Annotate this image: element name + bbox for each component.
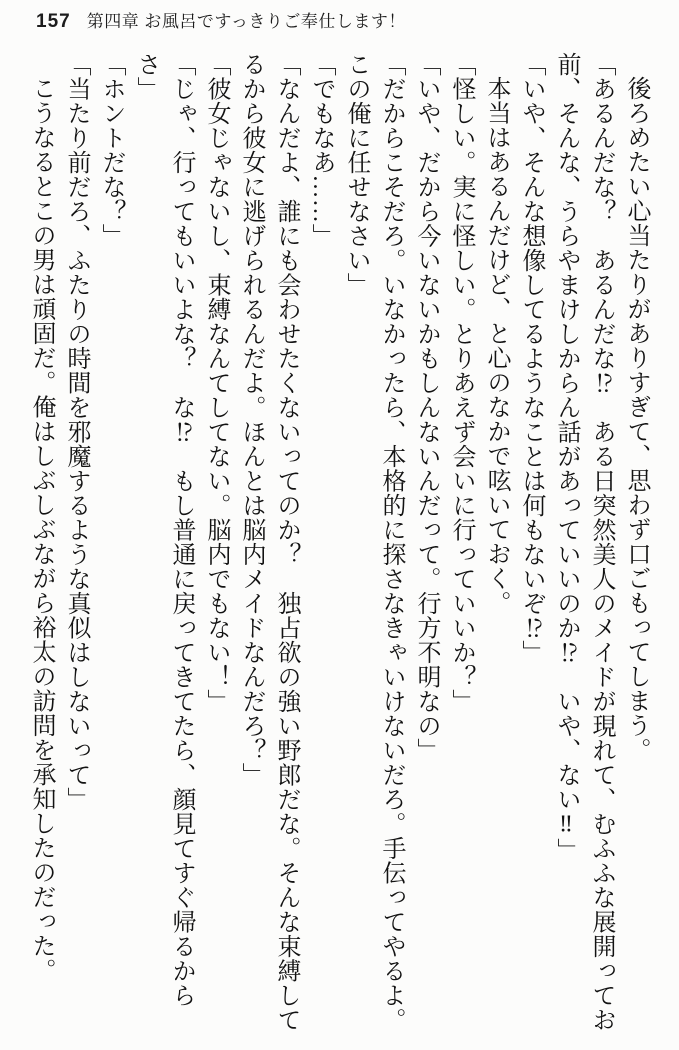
paragraph: 「だからこそだろ。いなかったら、本格的に探さなきゃいけないだろ。手伝ってやるよ。この俺に任せなさい」 bbox=[343, 52, 404, 1032]
paragraph: 「あるんだな？ あるんだな⁉ ある日突然美人のメイドが現れて、むふふな展開ってお前、そんな、うらやまけしからん話があっていいのか⁉ いや、ない‼」 bbox=[553, 52, 614, 1032]
paragraph: 「じゃ、行ってもいいよな？ な⁉ もし普通に戻ってきてたら、顔見てすぐ帰るからさ」 bbox=[133, 52, 194, 1008]
paragraph: 「彼女じゃないし、束縛なんてしてない。脳内でもない！」 bbox=[203, 52, 229, 714]
paragraph: 「ホントだな？」 bbox=[98, 52, 124, 248]
paragraph: 本当はあるんだけど、と心のなかで呟いておく。 bbox=[483, 76, 509, 615]
paragraph: 「いや、そんな想像してるようなことは何もないぞ⁉」 bbox=[518, 52, 544, 665]
paragraph: 「当たり前だろ、ふたりの時間を邪魔するような真似はしないって」 bbox=[63, 52, 89, 812]
running-head bbox=[36, 7, 406, 33]
chapter-title: 第四章 お風呂ですっきりご奉仕します！ bbox=[86, 12, 406, 31]
paragraph: 後ろめたい心当たりがありすぎて、思わず口ごもってしまう。 bbox=[623, 76, 649, 762]
vertical-text-block bbox=[23, 52, 653, 1044]
paragraph: 「いや、だから今いないかもしんないんだって。行方不明なの」 bbox=[413, 52, 439, 763]
paragraph: 「なんだよ、誰にも会わせたくないってのか？ 独占欲の強い野郎だな。そんな束縛してるから彼女に逃げられるんだよ。ほんとは脳内メイドなんだろ？」 bbox=[238, 52, 299, 1032]
page-number: 157 bbox=[36, 11, 71, 32]
paragraph: 「怪しい。実に怪しい。とりあえず会いに行っていいか？」 bbox=[448, 52, 474, 714]
paragraph: 「でもなあ……」 bbox=[308, 52, 334, 248]
paragraph: こうなるとこの男は頑固だ。俺はしぶしぶながら裕太の訪問を承知したのだった。 bbox=[28, 76, 54, 983]
